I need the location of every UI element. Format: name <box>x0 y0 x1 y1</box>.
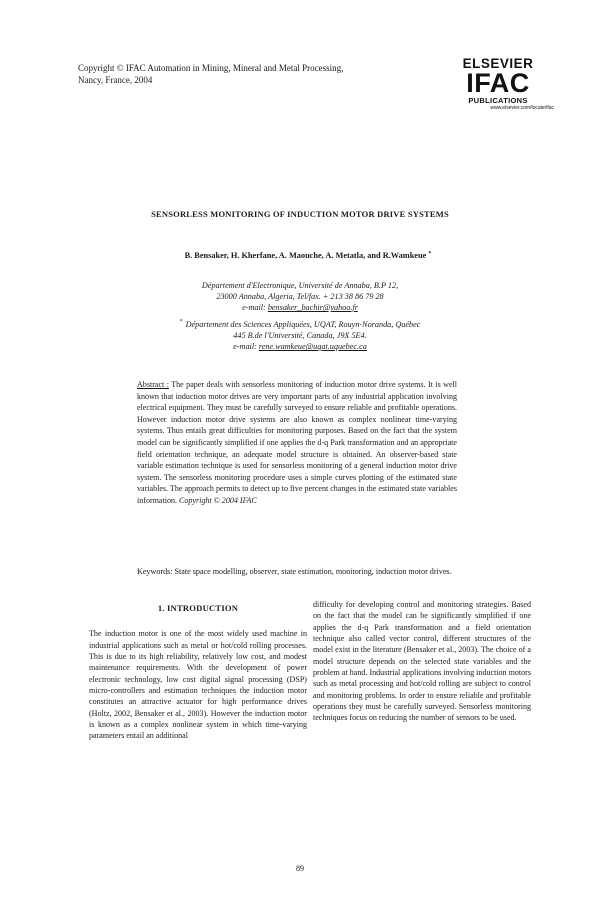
page-number: 89 <box>296 864 304 873</box>
affiliation-2-line-2: 445 B.de l'Université, Canada, J9X 5E4. <box>233 331 367 341</box>
abstract <box>137 379 457 507</box>
affiliation-1 <box>0 280 600 313</box>
paper-title: SENSORLESS MONITORING OF INDUCTION MOTOR DRIVE SYSTEMS <box>151 209 449 219</box>
elsevier-wordmark: ELSEVIER <box>462 56 534 71</box>
email-address-2[interactable]: rene.wamkeue@uqat.uquebec.ca <box>258 342 367 352</box>
email-label: e-mail: <box>233 342 257 352</box>
affiliation-2-email-line <box>0 341 600 352</box>
column-right <box>313 599 531 724</box>
abstract-copyright: Copyright © 2004 IFAC <box>179 495 257 505</box>
publisher-logo <box>442 56 554 112</box>
copyright-line-2: Nancy, France, 2004 <box>78 74 153 85</box>
publisher-url: www.elsevier.com/locate/ifac <box>490 105 554 111</box>
publications-label: PUBLICATIONS <box>468 96 528 105</box>
copyright-notice <box>78 63 378 86</box>
email-label: e-mail: <box>242 303 266 313</box>
intro-paragraph-right: difficulty for developing control and monitoring strategies. Based on the fact that the model can be significantly simplified if one applies the d-q Park transformation and a field orientation technique also called vector control, different structures of the model exist in the literature (Bensaker et al., 2003). The choice of a model structure depends on the selected state variables and the problem at hand. Industrial applications involving induction motors such as metal processing and hot/cold rolling are subject to control and monitoring problems. In order to ensure reliable and profitable operations they must be carefully surveyed. Sensorless monitoring techniques focus on reducing the number of sensors to be used. <box>313 600 531 723</box>
affiliation-2 <box>0 319 600 352</box>
affiliation-2-line-1: * Département des Sciences Appliquées, UQAT, Rouyn-Noranda, Québec <box>179 319 421 329</box>
ifac-wordmark: IFAC <box>466 68 530 98</box>
affiliation-1-line-1: Département d'Electronique, Université de Annaba, B.P 12, <box>201 281 399 290</box>
affiliation-2-mark: * <box>179 319 183 326</box>
affiliation-1-line-2: 23000 Annaba, Algeria, Tel/fax. + 213 38 86 79 28 <box>216 292 384 302</box>
section-heading: 1. INTRODUCTION <box>157 603 239 613</box>
author-list <box>0 251 600 260</box>
affiliation-1-email-line <box>0 302 600 313</box>
keywords: Keywords: State space modelling, observer, state estimation, monitoring, induction motor drives. <box>137 567 452 576</box>
author-names: B. Bensaker, H. Kherfane, A. Maouche, A. Metatla, and R.Wamkeue <box>184 251 427 260</box>
abstract-label: Abstract : <box>137 380 169 389</box>
copyright-line-1: Copyright © IFAC Automation in Mining, Mineral and Metal Processing, <box>78 63 344 73</box>
author-footnote-mark: * <box>428 251 432 257</box>
intro-paragraph-left: The induction motor is one of the most widely used machine in industrial applications such as metal or hot/cold rolling processes. This is due to its high reliability, relatively low cost, and modest maintenance requirements. With the development of power electronic technology, low cost digital signal processing (DSP) micro-controllers and estimation techniques the induction motor constitutes an attractive actuator for high performance drives (Holtz, 2002, Bensaker et al., 2003). However the induction motor is known as a complex nonlinear system in which time-varying parameters entail an additional <box>89 629 307 741</box>
column-left <box>89 599 307 742</box>
email-address-1[interactable]: bensaker_bachir@yahoo.fr <box>267 303 358 313</box>
abstract-text: The paper deals with sensorless monitoring of induction motor drive systems. It is well known that induction motor drives are very important parts of any industrial application involving electrical equipment. They must be carefully surveyed to ensure reliable and profitable operations. However induction motor drive systems are also known as complex nonlinear time-varying systems. Thus entails great difficulties for monitoring purposes. Based on the fact that the system model can be significantly simplified if one applies the d-q Park transformation and an appropriate field orientation technique, an adequate model structure is obtained. An observer-based state variable estimation technique is used for sensorless monitoring of a general induction motor drive system. The sensorless monitoring procedure uses a simple curves plotting of the estimated state variables. The approach permits to detect up to five percent changes in the estimated state variables information. <box>137 380 457 505</box>
